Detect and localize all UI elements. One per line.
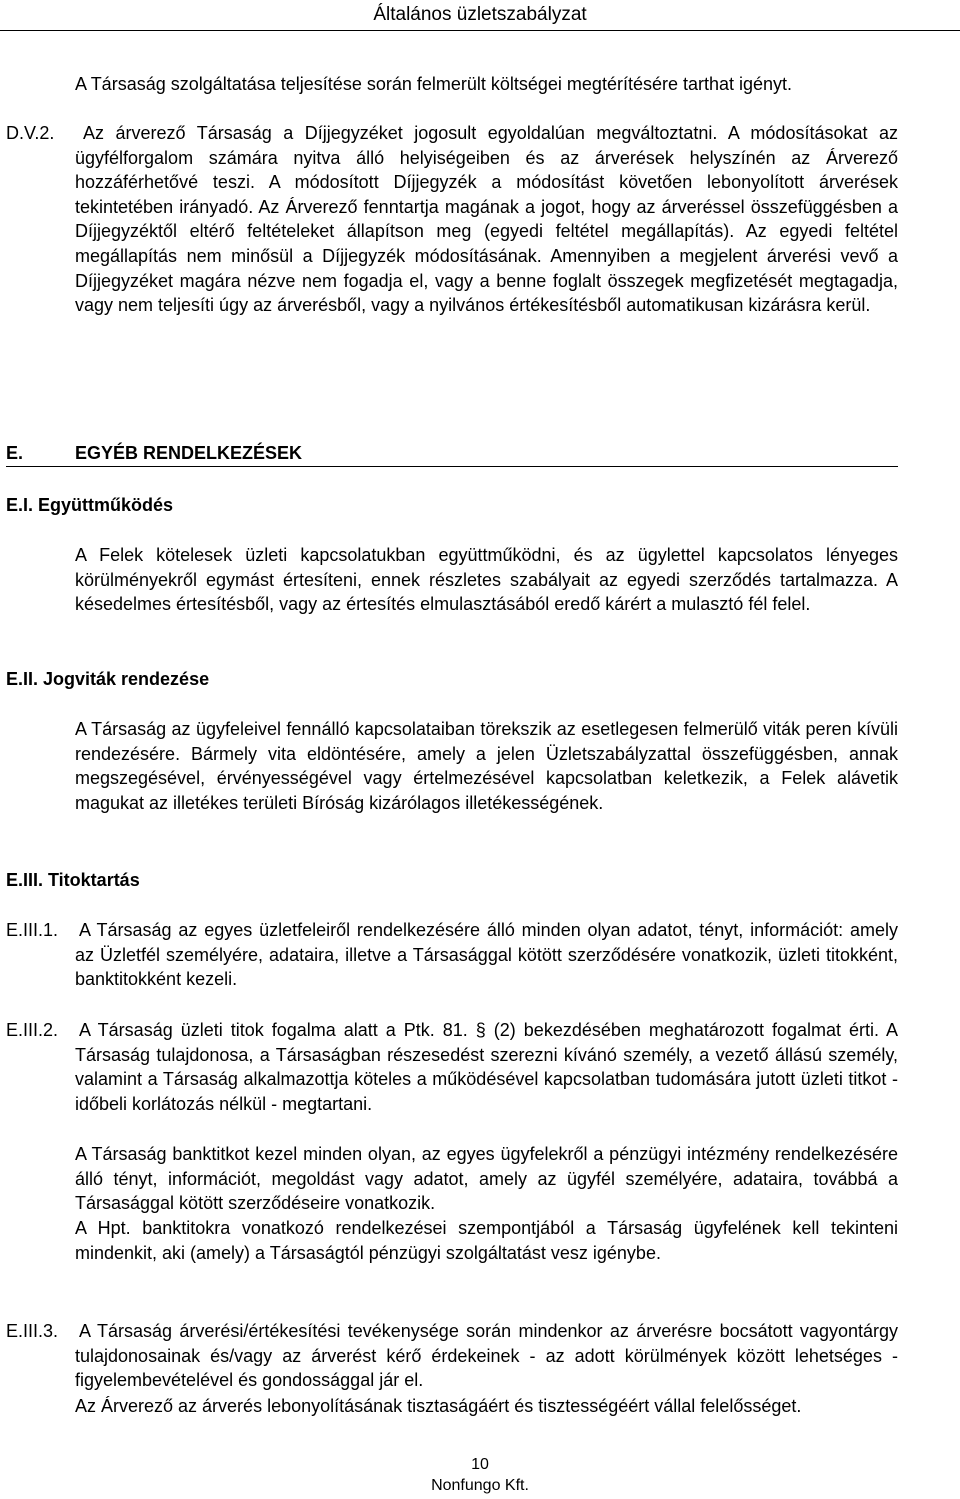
section-e-heading: [6, 441, 302, 465]
d-v-2-label: D.V.2.: [6, 123, 55, 143]
e-iii-2-paragraph-a: A Társaság üzleti titok fogalma alatt a Ptk. 81. § (2) bekezdésében meghatározott fogalmat érti. A Társaság tulajdonosa, a Társaságban részesedést szerezni kívánó személy, a vezető állású személy, valamint a Társaság alkalmazottja köteles a működésével kapcsolatban tudomására jutott üzleti titkot - időbeli korlátozás nélkül - megtartani.: [75, 1020, 898, 1114]
e-i-paragraph: A Felek kötelesek üzleti kapcsolatukban együttműködni, és az ügylettel kapcsolatos lényeges körülményekről egymást értesíteni, ennek részletes szabályait az egyedi szerződés tartalmazza. A késedelmes értesítésből, vagy az értesítés elmulasztásából eredő kárért a mulasztó fél felel.: [75, 545, 898, 615]
e-iii-1-paragraph: A Társaság az egyes üzletfeleiről rendelkezésére álló minden olyan adatot, tényt, információt: amely az Üzletfél személyére, adataira, illetve a Társasággal kötött szerződésére vonatkozik, üzleti titokként, banktitokként kezeli.: [75, 920, 898, 990]
e-ii-paragraph: A Társaság az ügyfeleivel fennálló kapcsolataiban törekszik az esetlegesen felmerülő viták peren kívüli rendezésére. Bármely vita eldöntésére, amely a jelen Üzletszabályzattal összefüggésben, annak megszegésével, érvényességével vagy értelmezésével kapcsolatban keletkezik, a Felek alávetik magukat az illetékes területi Bíróság kizárólagos illetékességének.: [75, 719, 898, 813]
e-iii-1-label: E.III.1.: [6, 920, 59, 940]
footer-company: Nonfungo Kft.: [431, 1477, 529, 1494]
e-iii-2-paragraph-b: A Társaság banktitkot kezel minden olyan, az egyes ügyfelekről a pénzügyi intézmény rendelkezésére álló tényt, információt, megoldást vagy adatot, amely az ügyfél személyére, adataira, továbbá a Társasággal kötött szerződéseire vonatkozik.: [75, 1144, 898, 1214]
section-e-underline: [6, 466, 898, 467]
page-header-title: Általános üzletszabályzat: [373, 4, 587, 25]
e-iii-3-label: E.III.3.: [6, 1321, 59, 1341]
section-e-number: E.: [6, 443, 24, 463]
footer-page-number: 10: [471, 1456, 489, 1473]
e-i-heading: E.I. Együttműködés: [6, 495, 174, 515]
d-v-2-paragraph: Az árverező Társaság a Díjjegyzéket jogosult egyoldalúan megváltoztatni. A módosításokat az ügyfélforgalom számára nyitva álló helyiségeiben és az árverések helyszínén az Árverező hozzáférhetővé teszi. A módosított Díjjegyzék a módosítást követően lebonyolított árverések tekintetében irányadó. Az Árverező fenntartja magának a jogot, hogy az árveréssel összefüggésben a Díjjegyzéktől eltérő feltételeket állapítson meg (egyedi feltétel megállapítás). Az egyedi feltétel megállapítás nem minősül a Díjjegyzék módosításának. Amennyiben a megjelent árverési vevő a Díjjegyzéket magára nézve nem fogadja el, vagy a benne foglalt összegek megfizetését megtagadja, vagy nem teljesíti úgy az árverésből, vagy a nyilvános értékesítésből automatikusan kizárásra kerül.: [75, 123, 898, 316]
e-iii-2-paragraph-c: A Hpt. banktitokra vonatkozó rendelkezései szempontjából a Társaság ügyfelének kell tekinteni mindenkit, aki (amely) a Társaságtól pénzügyi szolgáltatást vesz igénybe.: [75, 1218, 898, 1263]
section-e-title: EGYÉB RENDELKEZÉSEK: [75, 443, 303, 463]
e-iii-3-paragraph-a: A Társaság árverési/értékesítési tevékenysége során mindenkor az árverésre bocsátott vagyontárgy tulajdonosainak és/vagy az árverést kérő érdekeinek - az adott körülmények között lehetséges - figyelembevételével és gondossággal jár el.: [75, 1321, 898, 1391]
e-ii-heading: E.II. Jogviták rendezése: [6, 669, 210, 689]
header-divider: [0, 30, 960, 31]
e-iii-3-paragraph-b: Az Árverező az árverés lebonyolításának tisztaságáért és tisztességéért vállal felelősséget.: [75, 1396, 802, 1416]
top-continuation-paragraph: A Társaság szolgáltatása teljesítése során felmerült költségei megtérítésére tarthat igényt.: [75, 74, 793, 94]
e-iii-2-label: E.III.2.: [6, 1020, 59, 1040]
e-iii-heading: E.III. Titoktartás: [6, 870, 140, 890]
